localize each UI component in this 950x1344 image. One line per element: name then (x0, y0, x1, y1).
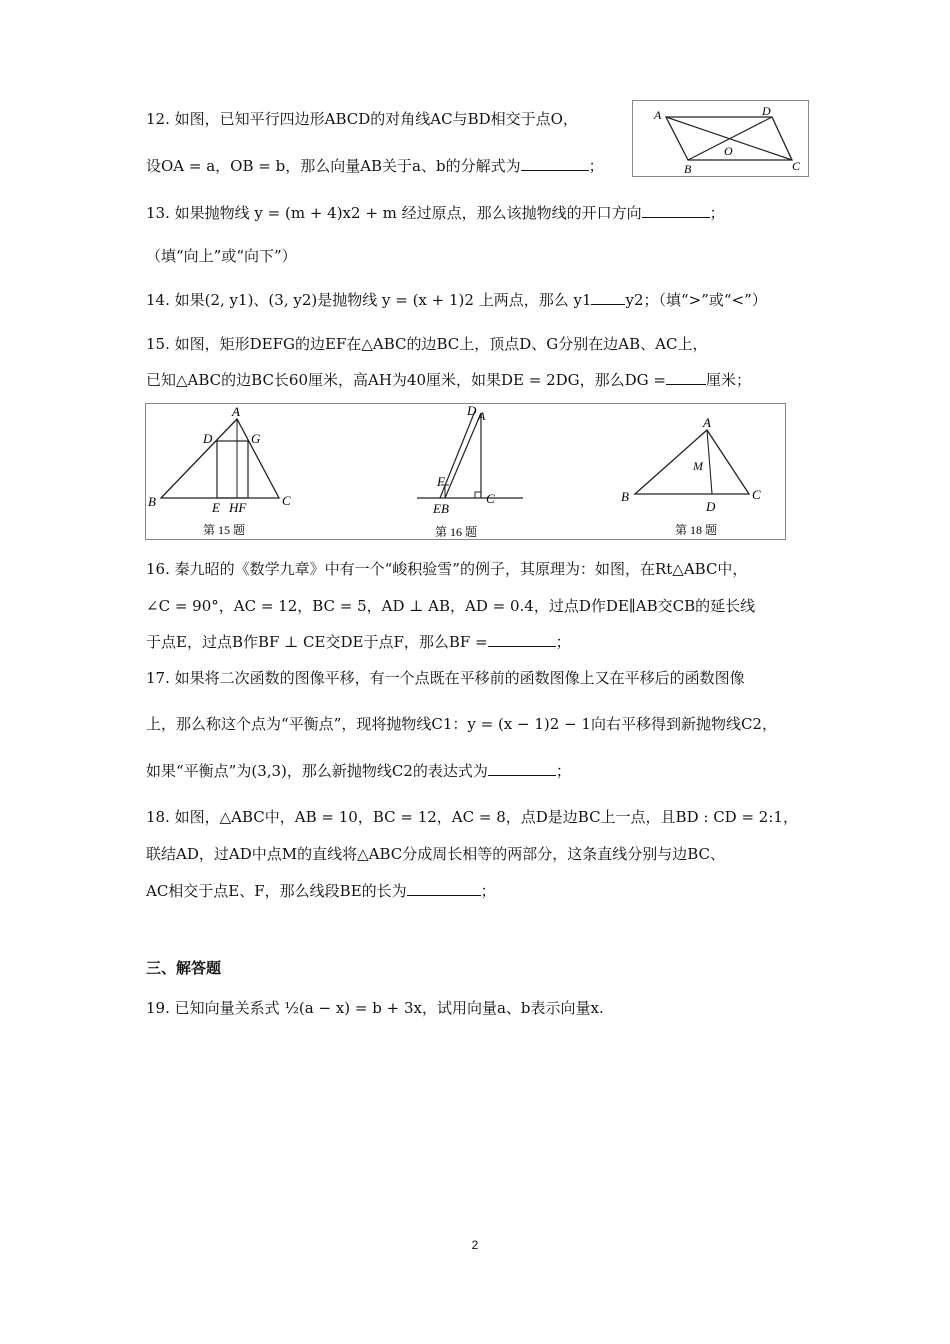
q14-answer-blank (591, 290, 625, 305)
fig16-label-f: F (437, 474, 445, 489)
q16-line-3-text: 于点E，过点B作BF ⊥ CE交DE于点F，那么BF = (146, 633, 488, 651)
q15-line-2-end: 厘米； (706, 371, 752, 389)
q16-line-2: ∠C = 90°，AC = 12，BC = 5，AD ⊥ AB，AD = 0.4，过点D作DE∥AB交CB的延长线 (146, 597, 756, 615)
q12-parallelogram-figure (632, 100, 810, 178)
q14-text-end: y2；（填“>”或“<”） (625, 291, 767, 309)
q15-line-2 (146, 369, 751, 391)
q13-line-1 (146, 202, 725, 224)
q16-line-3 (146, 631, 571, 653)
q17-line-2: 上，那么称这个点为“平衡点”，现将抛物线C1：y = (x − 1)2 − 1向右平移得到新抛物线C2， (146, 715, 777, 733)
q12-label-b: B (684, 162, 692, 176)
figures-panel (145, 403, 787, 541)
q17-line-3-end: ； (555, 762, 571, 780)
fig16-right-angle-mark (475, 492, 481, 498)
q18-answer-blank (407, 881, 481, 896)
q13-answer-blank (642, 203, 710, 218)
fig16-label-a: A (478, 409, 486, 423)
page-number: 2 (471, 1238, 479, 1252)
q12-label-a: A (654, 108, 662, 122)
fig15-label-c: C (282, 493, 291, 508)
fig16-label-d: D (467, 403, 477, 418)
q12-label-d: D (762, 104, 771, 118)
fig16 (417, 403, 523, 539)
q15-line-2-text: 已知△ABC的边BC长60厘米，高AH为40厘米，如果DE = 2DG，那么DG = (146, 371, 666, 389)
fig18-triangle-abc (635, 430, 749, 494)
fig16-label-eb: EB (433, 501, 449, 516)
q18-line-3-end: ； (480, 882, 496, 900)
q12-line-2-end: ； (588, 157, 604, 175)
q12-answer-blank (521, 156, 589, 171)
q17-answer-blank (488, 761, 556, 776)
fig15-label-d: D (203, 431, 213, 446)
q12-line-2-text: 设OA = a，OB = b，那么向量AB关于a、b的分解式为 (146, 157, 521, 175)
fig15-label-b: B (148, 494, 156, 509)
q12-line-1: 12. 如图，已知平行四边形ABCD的对角线AC与BD相交于点O， (146, 110, 578, 128)
fig18-label-m: M (693, 459, 703, 473)
q14-line (146, 289, 767, 311)
q18-line-3-text: AC相交于点E、F，那么线段BE的长为 (146, 882, 407, 900)
q15-answer-blank (666, 370, 706, 385)
fig15-label-g: G (251, 431, 261, 446)
figures-frame (146, 404, 786, 540)
q16-line-1: 16. 秦九昭的《数学九章》中有一个“峻积验雪”的例子，其原理为：如图，在Rt△ABC中， (146, 560, 748, 578)
q17-line-1: 17. 如果将二次函数的图像平移，有一个点既在平移前的函数图像上又在平移后的函数图像 (146, 669, 745, 687)
fig15-label-a: A (232, 404, 240, 419)
q13-line-1-text: 13. 如果抛物线 y = (m + 4)x2 + m 经过原点，那么该抛物线的开口方向 (146, 204, 642, 222)
q12-line-2 (146, 155, 604, 177)
q13-line-2: （填“向上”或“向下”） (146, 247, 297, 265)
q18-line-3 (146, 880, 496, 902)
fig15-label-hf: HF (229, 500, 247, 515)
q18-line-2: 联结AD，过AD中点M的直线将△ABC分成周长相等的两部分，这条直线分别与边BC、 (146, 845, 726, 863)
fig18-label-c: C (752, 487, 761, 502)
q12-label-o: O (724, 144, 733, 158)
fig18-caption: 第 18 题 (675, 523, 718, 537)
fig15-caption: 第 15 题 (203, 523, 246, 537)
q17-line-3-text: 如果“平衡点”为(3,3)，那么新抛物线C2的表达式为 (146, 762, 488, 780)
fig16-caption: 第 16 题 (435, 525, 478, 539)
fig16-hypotenuse-ab (445, 413, 481, 498)
q18-line-1: 18. 如图，△ABC中，AB = 10，BC = 12，AC = 8，点D是边BC上一点，且BD : CD = 2:1， (146, 808, 798, 826)
fig18 (621, 415, 761, 537)
q12-label-c: C (792, 159, 801, 173)
q14-text: 14. 如果(2, y1)、(3, y2)是抛物线 y = (x + 1)2 上两点，那么 y1 (146, 291, 592, 309)
q15-line-1: 15. 如图，矩形DEFG的边EF在△ABC的边BC上，顶点D、G分别在边AB、AC上， (146, 335, 708, 353)
q17-line-3 (146, 760, 571, 782)
fig18-label-b: B (621, 489, 629, 504)
fig18-label-a: A (703, 415, 711, 430)
section-heading: 三、解答题 (146, 959, 222, 977)
fig15 (148, 404, 291, 537)
fig18-segment-ad (707, 430, 712, 494)
fig15-label-e: E (212, 500, 220, 515)
fig16-label-c: C (486, 491, 495, 506)
fig15-triangle-abc (161, 419, 279, 498)
q19-line: 19. 已知向量关系式 ½(a − x) = b + 3x，试用向量a、b表示向量x. (146, 999, 604, 1017)
fig15-rectangle-defg (217, 441, 248, 498)
q16-line-3-end: ； (555, 633, 571, 651)
q16-answer-blank (488, 632, 556, 647)
fig18-label-d: D (706, 499, 716, 514)
q13-line-1-end: ； (709, 204, 725, 222)
